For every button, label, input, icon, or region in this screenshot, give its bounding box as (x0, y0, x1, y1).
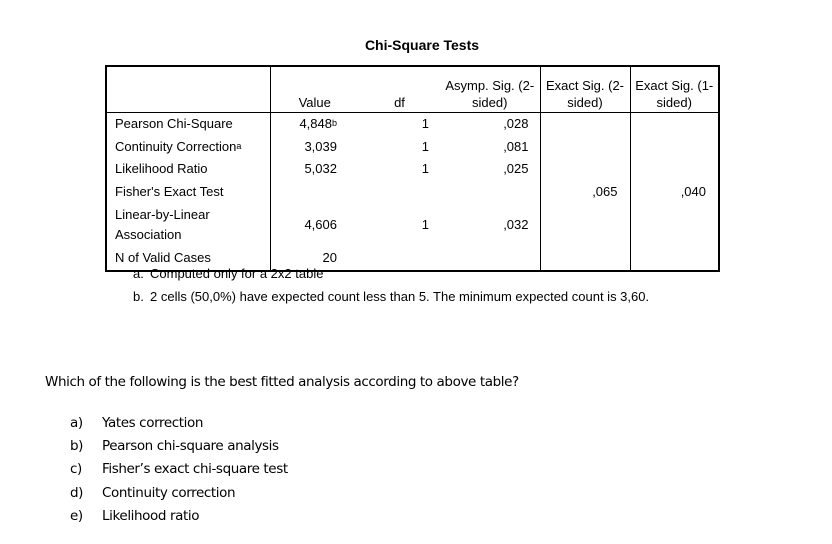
footnote-text: 2 cells (50,0%) have expected count less than 5. The minimum expected count is 3,60. (150, 289, 650, 304)
option-marker: d) (70, 484, 84, 501)
footnote-marker: a (236, 140, 242, 151)
option-marker: c) (70, 461, 82, 478)
cell-df: 1 (421, 116, 429, 132)
cell-asymp: ,081 (440, 136, 540, 159)
answer-options (70, 411, 288, 527)
footnote (133, 265, 733, 282)
cell-value: 3,039 (304, 138, 337, 154)
option-marker: b) (70, 437, 84, 454)
row-label: Pearson Chi-Square (106, 113, 270, 136)
footnote (133, 288, 733, 305)
table-header-row (106, 66, 719, 113)
footnote-marker: b (331, 118, 337, 129)
answer-option (70, 411, 288, 434)
answer-option (70, 504, 288, 527)
option-text: Yates correction (102, 414, 204, 431)
footnote-text: Computed only for a 2x2 table (150, 266, 324, 281)
row-label: Linear-by-Linear Association (106, 203, 270, 247)
header-blank (106, 66, 270, 113)
answer-option (70, 481, 288, 504)
cell-value: 4,606 (304, 217, 337, 232)
cell-asymp: ,025 (440, 158, 540, 181)
cell-df (359, 181, 440, 204)
footnote-marker: a. (133, 266, 144, 281)
cell-value (270, 181, 359, 204)
header-df: df (359, 66, 440, 113)
option-text: Continuity correction (102, 484, 236, 501)
header-value: Value (270, 66, 359, 113)
cell-exact2 (540, 158, 630, 181)
header-exact-sig-1: Exact Sig. (1-sided) (630, 66, 719, 113)
table-row (106, 136, 719, 159)
cell-exact1: ,040 (680, 183, 706, 199)
cell-df: 1 (421, 217, 429, 232)
cell-exact1 (630, 158, 719, 181)
table-footnotes (133, 265, 733, 311)
question-text: Which of the following is the best fitted analysis according to above table? (45, 374, 519, 390)
cell-exact1 (630, 113, 719, 136)
table-row (106, 181, 719, 204)
cell-asymp: ,032 (440, 203, 540, 247)
cell-exact2: ,065 (540, 181, 630, 204)
answer-option (70, 458, 288, 481)
row-label: N of Valid Cases (106, 247, 270, 271)
footnote-marker: b. (133, 289, 144, 304)
header-asymp-sig: Asymp. Sig. (2-sided) (440, 66, 540, 113)
cell-exact2 (540, 203, 630, 247)
cell-value: 4,848$^b$ (299, 116, 337, 132)
cell-value: 5,032 (304, 161, 337, 177)
answer-option (70, 434, 288, 457)
cell-asymp: ,028 (440, 113, 540, 136)
table-row (106, 113, 719, 136)
table-title: Chi-Square Tests (364, 37, 480, 53)
cell-exact1 (630, 203, 719, 247)
option-text: Likelihood ratio (102, 507, 200, 524)
chi-square-table (105, 65, 720, 272)
cell-exact2 (540, 136, 630, 159)
cell-exact2 (540, 113, 630, 136)
header-exact-sig-2: Exact Sig. (2-sided) (540, 66, 630, 113)
cell-df: 1 (421, 161, 429, 177)
cell-exact1 (630, 136, 719, 159)
option-marker: e) (70, 507, 83, 524)
row-label: Fisher's Exact Test (106, 181, 270, 204)
option-text: Pearson chi-square analysis (102, 437, 279, 454)
cell-asymp (440, 181, 540, 204)
table-row (106, 203, 719, 247)
cell-value: 20 (322, 250, 337, 266)
cell-df: 1 (421, 138, 429, 154)
option-text: Fisher’s exact chi-square test (102, 461, 288, 478)
table-row (106, 158, 719, 181)
row-label: Likelihood Ratio (106, 158, 270, 181)
row-label: Continuity Correction$^a$ (106, 136, 270, 159)
option-marker: a) (70, 414, 83, 431)
